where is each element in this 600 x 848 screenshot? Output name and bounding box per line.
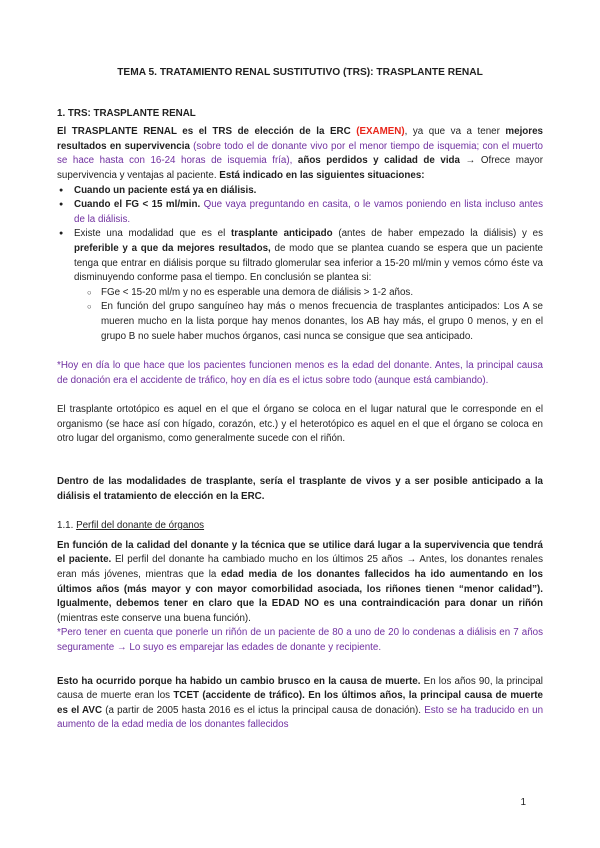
text-run: trasplante anticipado: [231, 228, 339, 240]
bullet-marker-icon: ●: [59, 186, 64, 194]
text-run: En función de la calidad del donante y la técnica que se utilice dará lugar a la supervivencia que tendrá el paciente.: [57, 539, 543, 566]
text-run: El trasplante ortotópico es aquel en el que el órgano se coloca en el lugar natural que le corresponde en el organismo (se hace así con hígado, corazón, etc.) y el heterotópico es aquel en el que el órgano se coloca en otro lugar del organismo, como generalmente sucede con el riñón.: [57, 404, 543, 445]
text-run: → Ofrece mayor supervivencia y ventajas al paciente.: [57, 155, 543, 181]
text-run: Esto ha ocurrido porque ha habido un cambio brusco en la causa de muerte.: [57, 675, 424, 687]
paragraph-ortotopico: [57, 403, 543, 447]
paragraph-intro: [57, 125, 543, 183]
list-item-text: [101, 300, 543, 344]
text-run: de modo que se plantea cuando se espera que un paciente tenga que entrar en diálisis porque su filtrado glomerular sea inferior a 15-20 ml/min y vemos cómo éste va disminuyendo conforme pasa el tiempo. En conclusión se plantea si:: [74, 242, 543, 284]
text-run: Cuando un paciente está ya en diálisis.: [74, 184, 257, 196]
text-run: En función del grupo sanguíneo hay más o menos frecuencia de trasplantes anticipados: Los A se mueren mucho en la lista porque hay menos donantes, los AB hay más, el grupo 0 menos, y en el grupo B no suele haber muchos órganos, casi nunca se consigue que sea anticipado.: [101, 301, 543, 342]
text-run: (antes de haber empezado la diálisis) y es: [338, 228, 543, 240]
text-run: edad media de los donantes fallecidos ha ido aumentando en los últimos años (más mayor y con mayor comorbilidad asociada, los riñones tienen “menor calidad”). Igualmente, debemos tener en claro que la EDAD NO es una contraindicación para donar un riñón: [57, 569, 543, 610]
text-run: TEMA 5. TRATAMIENTO RENAL SUSTITUTIVO (TRS): TRASPLANTE RENAL: [117, 67, 483, 78]
text-run: mejores resultados en supervivencia: [57, 126, 543, 152]
section-1-1-heading: [57, 519, 543, 534]
text-run: Dentro de las modalidades de trasplante, sería el trasplante de vivos y a ser posible anticipado a la diálisis el tratamiento de elección en la ERC.: [57, 476, 543, 502]
circle-marker-icon: ○: [87, 287, 92, 297]
bullet-anticipado: [57, 227, 543, 285]
text-run: FGe < 15-20 ml/m y no es esperable una demora de diálisis > 1-2 años.: [101, 286, 414, 298]
document-body: [57, 66, 543, 733]
text-run: Perfil del donante de órganos: [76, 520, 205, 532]
text-run: Esto se ha traducido en un aumento de la edad media de los donantes fallecidos: [57, 704, 544, 731]
section-1-heading: [57, 107, 543, 122]
bullet-marker-icon: ●: [59, 201, 64, 209]
text-run: El perfil del donante ha cambiado mucho en los últimos 25 años → Antes, los donantes renales eran más jóvenes, mientras que la: [57, 554, 543, 581]
text-run: *Pero tener en cuenta que ponerle un riñón de un paciente de 80 a uno de 20 lo condenas a diálisis en 7 años seguramente → Lo suyo es emparejar las edades de donante y recipiente.: [57, 627, 543, 653]
text-run: En los años 90, la principal causa de muerte eran los: [57, 675, 543, 702]
text-run: preferible y a que da mejores resultados,: [74, 242, 275, 254]
text-run: (sobre todo el de donante vivo por el menor tiempo de isquemia; con el muerto se hace hasta con 16-24 horas de isquemia fría),: [57, 140, 543, 167]
paragraph-modalidades: [57, 475, 543, 504]
text-run: Existe una modalidad que es el: [74, 228, 232, 240]
doc-title: [57, 66, 543, 81]
list-item-text: [74, 198, 543, 227]
text-run: años perdidos y calidad de vida: [297, 155, 466, 167]
note-edad-donante: [57, 359, 543, 388]
text-run: (EXAMEN): [356, 126, 405, 138]
bullet-fg: [57, 198, 543, 227]
text-run: 1. TRS: TRASPLANTE RENAL: [57, 107, 196, 119]
text-run: Que vaya preguntando en casita, o le vamos poniendo en lista incluso antes de la diálisis.: [74, 199, 543, 225]
text-run: , ya que va a tener: [404, 126, 506, 138]
list-item-text: [74, 227, 543, 285]
text-run: Está indicado en las siguientes situaciones:: [219, 169, 425, 181]
text-run: 1.1.: [57, 520, 77, 532]
text-run: (mientras este conserve una buena función).: [57, 612, 251, 624]
text-run: El TRASPLANTE RENAL es el TRS de elección de la ERC: [57, 126, 357, 138]
note-emparejar-edades: [57, 626, 543, 655]
text-run: Cuando el FG < 15 ml/min.: [74, 199, 204, 211]
bullet-dialisis: [57, 184, 543, 199]
bullet-marker-icon: ●: [59, 230, 64, 238]
text-run: *Hoy en día lo que hace que los pacientes funcionen menos es la edad del donante. Antes, la principal causa de donación era el accidente de tráfico, hoy en día es el ictus sobre todo (aunque está cambiando).: [57, 360, 543, 386]
circle-marker-icon: ○: [87, 302, 92, 312]
page-number: 1: [520, 797, 526, 808]
subbullet-grupo-sanguineo: [57, 300, 543, 344]
paragraph-causa-muerte: [57, 675, 543, 733]
list-item-text: [101, 286, 543, 301]
list-item-text: [74, 184, 543, 199]
paragraph-perfil-donante: [57, 539, 543, 627]
subbullet-fge: [57, 286, 543, 301]
text-run: (a partir de 2005 hasta 2016 es el ictus la principal causa de donación).: [105, 704, 425, 716]
text-run: TCET (accidente de tráfico). En los últimos años, la principal causa de muerte es el AVC: [57, 690, 543, 716]
